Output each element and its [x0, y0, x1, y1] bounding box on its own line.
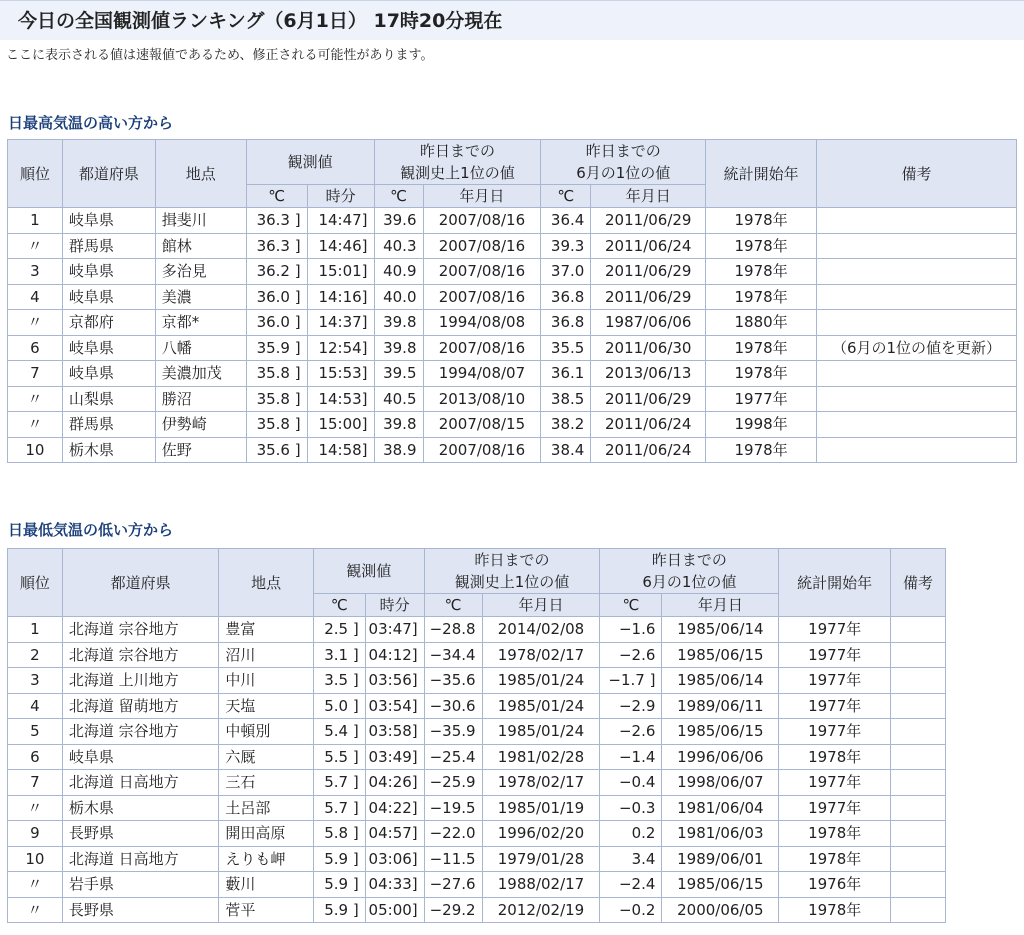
header-all-time-record: 昨日までの 観測史上1位の値: [374, 140, 541, 185]
cell-record-value: 40.5: [374, 386, 423, 412]
cell-rank: 5: [8, 719, 63, 745]
cell-rank: 〃: [8, 897, 63, 923]
cell-june-date: 1989/06/11: [662, 693, 779, 719]
cell-rank: 1: [8, 617, 63, 643]
cell-start-year: 1976年: [779, 872, 891, 898]
cell-observed-time: 04:26]: [365, 770, 424, 796]
cell-june-value: 36.4: [541, 208, 591, 234]
cell-start-year: 1978年: [706, 233, 817, 259]
cell-prefecture: 群馬県: [62, 412, 155, 438]
header-start-year: 統計開始年: [779, 549, 891, 617]
cell-remark: [817, 284, 1017, 310]
cell-remark: [817, 437, 1017, 463]
cell-june-date: 2011/06/24: [591, 437, 706, 463]
cell-record-date: 1978/02/17: [482, 642, 600, 668]
table-row: [8, 770, 946, 796]
cell-start-year: 1998年: [706, 412, 817, 438]
cell-remark: [891, 617, 946, 643]
high-temp-table: [7, 139, 1017, 463]
table-row: [8, 795, 946, 821]
cell-june-value: 38.4: [541, 437, 591, 463]
cell-observed-value: 36.3 ]: [246, 208, 307, 234]
cell-prefecture: 岐阜県: [62, 335, 155, 361]
cell-record-value: −11.5: [424, 846, 482, 872]
cell-june-value: −0.2: [600, 897, 662, 923]
header-observed: 観測値: [313, 549, 424, 594]
cell-record-value: −30.6: [424, 693, 482, 719]
cell-observed-time: 03:47]: [365, 617, 424, 643]
cell-observed-time: 12:54]: [307, 335, 374, 361]
table-row: [8, 437, 1017, 463]
cell-rank: 〃: [8, 872, 63, 898]
table-row: [8, 744, 946, 770]
cell-start-year: 1977年: [779, 642, 891, 668]
cell-observed-time: 14:58]: [307, 437, 374, 463]
header-rank: 順位: [8, 140, 63, 208]
cell-remark: （6月の1位の値を更新）: [817, 335, 1017, 361]
header-start-year: 統計開始年: [706, 140, 817, 208]
cell-june-date: 2000/06/05: [662, 897, 779, 923]
cell-observed-value: 35.6 ]: [246, 437, 307, 463]
table-row: [8, 897, 946, 923]
cell-remark: [817, 310, 1017, 336]
header-rank: 順位: [8, 549, 63, 617]
header-prefecture: 都道府県: [62, 549, 219, 617]
cell-rank: 4: [8, 693, 63, 719]
table-row: [8, 821, 946, 847]
high-temp-section-title: 日最高気温の高い方から: [8, 114, 174, 132]
cell-june-date: 1985/06/15: [662, 642, 779, 668]
cell-point: 揖斐川: [155, 208, 246, 234]
cell-prefecture: 北海道 上川地方: [62, 668, 219, 694]
cell-june-value: 39.3: [541, 233, 591, 259]
cell-record-date: 1994/08/08: [423, 310, 541, 336]
cell-june-value: −2.4: [600, 872, 662, 898]
cell-record-date: 2007/08/16: [423, 284, 541, 310]
cell-june-date: 1987/06/06: [591, 310, 706, 336]
cell-record-date: 1981/02/28: [482, 744, 600, 770]
cell-record-value: 40.0: [374, 284, 423, 310]
cell-remark: [891, 795, 946, 821]
cell-start-year: 1978年: [779, 897, 891, 923]
cell-record-value: −27.6: [424, 872, 482, 898]
cell-prefecture: 岐阜県: [62, 284, 155, 310]
cell-observed-time: 14:46]: [307, 233, 374, 259]
cell-prefecture: 岐阜県: [62, 208, 155, 234]
cell-june-value: −1.4: [600, 744, 662, 770]
cell-point: 中頓別: [219, 719, 314, 745]
cell-remark: [891, 642, 946, 668]
cell-start-year: 1977年: [779, 693, 891, 719]
cell-observed-value: 3.1 ]: [313, 642, 365, 668]
cell-start-year: 1977年: [779, 668, 891, 694]
header-sub-date: 年月日: [591, 185, 706, 208]
cell-june-date: 1998/06/07: [662, 770, 779, 796]
cell-june-value: 36.8: [541, 284, 591, 310]
cell-prefecture: 長野県: [62, 897, 219, 923]
cell-june-date: 2011/06/29: [591, 386, 706, 412]
cell-start-year: 1978年: [706, 208, 817, 234]
low-temp-section-title: 日最低気温の低い方から: [8, 521, 174, 539]
cell-record-date: 2012/02/19: [482, 897, 600, 923]
cell-observed-value: 5.4 ]: [313, 719, 365, 745]
cell-remark: [891, 872, 946, 898]
cell-june-value: −0.3: [600, 795, 662, 821]
cell-observed-value: 3.5 ]: [313, 668, 365, 694]
cell-prefecture: 岐阜県: [62, 744, 219, 770]
cell-remark: [891, 744, 946, 770]
cell-june-date: 2013/06/13: [591, 361, 706, 387]
cell-june-date: 2011/06/29: [591, 259, 706, 285]
cell-june-date: 2011/06/30: [591, 335, 706, 361]
cell-observed-value: 5.8 ]: [313, 821, 365, 847]
table-row: [8, 259, 1017, 285]
cell-prefecture: 北海道 宗谷地方: [62, 642, 219, 668]
cell-point: 開田高原: [219, 821, 314, 847]
cell-observed-time: 14:53]: [307, 386, 374, 412]
cell-observed-time: 14:16]: [307, 284, 374, 310]
cell-point: 土呂部: [219, 795, 314, 821]
cell-june-date: 1985/06/14: [662, 617, 779, 643]
header-sub-celsius: ℃: [246, 185, 307, 208]
table-row: [8, 642, 946, 668]
header-all-time-record: 昨日までの 観測史上1位の値: [424, 549, 600, 594]
cell-observed-value: 35.9 ]: [246, 335, 307, 361]
cell-june-value: 37.0: [541, 259, 591, 285]
cell-prefecture: 岩手県: [62, 872, 219, 898]
header-remarks: 備考: [891, 549, 946, 617]
header-sub-time: 時分: [307, 185, 374, 208]
cell-remark: [891, 897, 946, 923]
cell-june-value: 36.8: [541, 310, 591, 336]
cell-prefecture: 山梨県: [62, 386, 155, 412]
header-point: 地点: [155, 140, 246, 208]
cell-remark: [891, 719, 946, 745]
cell-record-value: 39.6: [374, 208, 423, 234]
cell-rank: 9: [8, 821, 63, 847]
header-sub-time: 時分: [365, 594, 424, 617]
cell-record-date: 1996/02/20: [482, 821, 600, 847]
cell-observed-value: 36.2 ]: [246, 259, 307, 285]
cell-point: 豊富: [219, 617, 314, 643]
cell-remark: [891, 821, 946, 847]
cell-observed-value: 36.3 ]: [246, 233, 307, 259]
cell-start-year: 1978年: [706, 284, 817, 310]
cell-point: 美濃: [155, 284, 246, 310]
header-point: 地点: [219, 549, 314, 617]
cell-remark: [817, 412, 1017, 438]
cell-observed-time: 04:12]: [365, 642, 424, 668]
cell-record-date: 1979/01/28: [482, 846, 600, 872]
header-remarks: 備考: [817, 140, 1017, 208]
cell-june-value: 36.1: [541, 361, 591, 387]
cell-observed-value: 35.8 ]: [246, 361, 307, 387]
cell-record-value: 40.9: [374, 259, 423, 285]
cell-rank: 3: [8, 668, 63, 694]
cell-observed-value: 5.9 ]: [313, 872, 365, 898]
cell-record-date: 1985/01/24: [482, 693, 600, 719]
cell-record-date: 2007/08/15: [423, 412, 541, 438]
header-sub-celsius: ℃: [374, 185, 423, 208]
cell-june-date: 1985/06/14: [662, 668, 779, 694]
table-row: [8, 284, 1017, 310]
cell-observed-time: 15:00]: [307, 412, 374, 438]
cell-prefecture: 岐阜県: [62, 361, 155, 387]
table-row: [8, 617, 946, 643]
cell-prefecture: 北海道 留萌地方: [62, 693, 219, 719]
cell-record-date: 2007/08/16: [423, 335, 541, 361]
header-observed: 観測値: [246, 140, 374, 185]
cell-prefecture: 栃木県: [62, 437, 155, 463]
cell-rank: 〃: [8, 412, 63, 438]
cell-observed-time: 03:58]: [365, 719, 424, 745]
table-row: [8, 846, 946, 872]
cell-point: 八幡: [155, 335, 246, 361]
cell-remark: [817, 208, 1017, 234]
cell-rank: 6: [8, 744, 63, 770]
cell-start-year: 1978年: [779, 744, 891, 770]
cell-record-date: 1978/02/17: [482, 770, 600, 796]
cell-remark: [817, 259, 1017, 285]
cell-rank: 4: [8, 284, 63, 310]
cell-observed-time: 04:33]: [365, 872, 424, 898]
cell-observed-value: 5.9 ]: [313, 897, 365, 923]
cell-june-date: 1996/06/06: [662, 744, 779, 770]
cell-observed-value: 5.7 ]: [313, 795, 365, 821]
cell-record-value: −35.6: [424, 668, 482, 694]
page-title: 今日の全国観測値ランキング（6月1日） 17時20分現在: [0, 0, 1024, 40]
cell-rank: 10: [8, 846, 63, 872]
cell-point: 多治見: [155, 259, 246, 285]
cell-observed-time: 15:53]: [307, 361, 374, 387]
cell-prefecture: 長野県: [62, 821, 219, 847]
cell-observed-value: 2.5 ]: [313, 617, 365, 643]
cell-june-date: 2011/06/29: [591, 284, 706, 310]
cell-june-date: 1985/06/15: [662, 872, 779, 898]
table-row: [8, 872, 946, 898]
table-row: [8, 361, 1017, 387]
cell-start-year: 1977年: [706, 386, 817, 412]
cell-june-date: 1981/06/03: [662, 821, 779, 847]
cell-start-year: 1978年: [706, 361, 817, 387]
cell-record-date: 1994/08/07: [423, 361, 541, 387]
cell-june-date: 1989/06/01: [662, 846, 779, 872]
cell-record-date: 1988/02/17: [482, 872, 600, 898]
header-sub-date: 年月日: [662, 594, 779, 617]
cell-observed-time: 15:01]: [307, 259, 374, 285]
cell-june-date: 1985/06/15: [662, 719, 779, 745]
cell-observed-time: 03:56]: [365, 668, 424, 694]
cell-record-date: 2007/08/16: [423, 233, 541, 259]
header-sub-celsius: ℃: [313, 594, 365, 617]
cell-june-value: 0.2: [600, 821, 662, 847]
cell-point: 六厩: [219, 744, 314, 770]
header-sub-celsius: ℃: [424, 594, 482, 617]
header-june-record: 昨日までの 6月の1位の値: [600, 549, 779, 594]
cell-point: 三石: [219, 770, 314, 796]
cell-observed-time: 03:06]: [365, 846, 424, 872]
cell-june-value: 3.4: [600, 846, 662, 872]
table-row: [8, 386, 1017, 412]
cell-observed-time: 03:49]: [365, 744, 424, 770]
cell-start-year: 1977年: [779, 617, 891, 643]
cell-record-date: 1985/01/19: [482, 795, 600, 821]
cell-record-value: 38.9: [374, 437, 423, 463]
table-row: [8, 208, 1017, 234]
cell-june-date: 2011/06/24: [591, 412, 706, 438]
cell-rank: 6: [8, 335, 63, 361]
cell-start-year: 1978年: [706, 335, 817, 361]
header-sub-celsius: ℃: [541, 185, 591, 208]
cell-remark: [891, 668, 946, 694]
cell-rank: 10: [8, 437, 63, 463]
cell-record-date: 1985/01/24: [482, 719, 600, 745]
cell-start-year: 1978年: [779, 846, 891, 872]
cell-rank: 〃: [8, 233, 63, 259]
cell-june-date: 1981/06/04: [662, 795, 779, 821]
cell-rank: 〃: [8, 310, 63, 336]
cell-record-value: −29.2: [424, 897, 482, 923]
cell-observed-time: 04:57]: [365, 821, 424, 847]
cell-point: 館林: [155, 233, 246, 259]
cell-observed-time: 05:00]: [365, 897, 424, 923]
cell-point: 菅平: [219, 897, 314, 923]
cell-start-year: 1880年: [706, 310, 817, 336]
cell-june-value: 38.2: [541, 412, 591, 438]
cell-june-value: 38.5: [541, 386, 591, 412]
cell-record-value: −22.0: [424, 821, 482, 847]
cell-point: えりも岬: [219, 846, 314, 872]
cell-record-value: −25.4: [424, 744, 482, 770]
low-temp-table: [7, 548, 946, 923]
cell-point: 美濃加茂: [155, 361, 246, 387]
cell-observed-value: 36.0 ]: [246, 310, 307, 336]
table-row: [8, 668, 946, 694]
cell-record-date: 2007/08/16: [423, 259, 541, 285]
cell-june-value: −2.9: [600, 693, 662, 719]
cell-rank: 7: [8, 770, 63, 796]
cell-observed-value: 35.8 ]: [246, 386, 307, 412]
table-row: [8, 412, 1017, 438]
cell-record-value: 39.5: [374, 361, 423, 387]
cell-june-value: −2.6: [600, 642, 662, 668]
cell-observed-value: 36.0 ]: [246, 284, 307, 310]
header-sub-date: 年月日: [423, 185, 541, 208]
cell-record-value: 39.8: [374, 335, 423, 361]
cell-prefecture: 北海道 宗谷地方: [62, 719, 219, 745]
disclaimer-note: ここに表示される値は速報値であるため、修正される可能性があります。: [6, 48, 434, 63]
cell-record-date: 1985/01/24: [482, 668, 600, 694]
table-row: [8, 693, 946, 719]
cell-prefecture: 北海道 日高地方: [62, 846, 219, 872]
cell-prefecture: 北海道 宗谷地方: [62, 617, 219, 643]
cell-prefecture: 北海道 日高地方: [62, 770, 219, 796]
table-row: [8, 719, 946, 745]
cell-point: 京都*: [155, 310, 246, 336]
cell-record-date: 2007/08/16: [423, 208, 541, 234]
cell-june-value: 35.5: [541, 335, 591, 361]
cell-observed-time: 14:47]: [307, 208, 374, 234]
cell-rank: 〃: [8, 386, 63, 412]
cell-record-value: −19.5: [424, 795, 482, 821]
cell-remark: [891, 770, 946, 796]
cell-point: 中川: [219, 668, 314, 694]
cell-point: 沼川: [219, 642, 314, 668]
cell-observed-value: 5.9 ]: [313, 846, 365, 872]
cell-rank: 2: [8, 642, 63, 668]
table-row: [8, 310, 1017, 336]
cell-record-value: 39.8: [374, 310, 423, 336]
cell-point: 佐野: [155, 437, 246, 463]
cell-record-value: −28.8: [424, 617, 482, 643]
cell-observed-value: 5.7 ]: [313, 770, 365, 796]
cell-rank: 1: [8, 208, 63, 234]
cell-observed-value: 5.5 ]: [313, 744, 365, 770]
cell-prefecture: 栃木県: [62, 795, 219, 821]
cell-record-date: 2013/08/10: [423, 386, 541, 412]
header-june-record: 昨日までの 6月の1位の値: [541, 140, 706, 185]
cell-june-value: −1.7 ]: [600, 668, 662, 694]
cell-observed-time: 03:54]: [365, 693, 424, 719]
cell-prefecture: 群馬県: [62, 233, 155, 259]
cell-start-year: 1978年: [706, 259, 817, 285]
cell-point: 伊勢崎: [155, 412, 246, 438]
cell-start-year: 1978年: [706, 437, 817, 463]
cell-june-value: −1.6: [600, 617, 662, 643]
cell-remark: [817, 361, 1017, 387]
cell-prefecture: 岐阜県: [62, 259, 155, 285]
cell-record-date: 2014/02/08: [482, 617, 600, 643]
cell-start-year: 1977年: [779, 719, 891, 745]
cell-record-value: −35.9: [424, 719, 482, 745]
cell-observed-value: 35.8 ]: [246, 412, 307, 438]
cell-record-date: 2007/08/16: [423, 437, 541, 463]
cell-point: 天塩: [219, 693, 314, 719]
cell-observed-time: 04:22]: [365, 795, 424, 821]
table-row: [8, 335, 1017, 361]
header-sub-celsius: ℃: [600, 594, 662, 617]
cell-start-year: 1977年: [779, 770, 891, 796]
header-prefecture: 都道府県: [62, 140, 155, 208]
cell-june-date: 2011/06/24: [591, 233, 706, 259]
cell-rank: 7: [8, 361, 63, 387]
cell-remark: [817, 233, 1017, 259]
cell-record-value: −25.9: [424, 770, 482, 796]
table-row: [8, 233, 1017, 259]
cell-record-value: −34.4: [424, 642, 482, 668]
cell-remark: [817, 386, 1017, 412]
header-sub-date: 年月日: [482, 594, 600, 617]
cell-start-year: 1978年: [779, 821, 891, 847]
cell-observed-value: 5.0 ]: [313, 693, 365, 719]
cell-june-date: 2011/06/29: [591, 208, 706, 234]
cell-rank: 3: [8, 259, 63, 285]
cell-remark: [891, 693, 946, 719]
cell-remark: [891, 846, 946, 872]
cell-start-year: 1977年: [779, 795, 891, 821]
cell-point: 藪川: [219, 872, 314, 898]
cell-record-value: 40.3: [374, 233, 423, 259]
cell-rank: 〃: [8, 795, 63, 821]
cell-june-value: −2.6: [600, 719, 662, 745]
cell-point: 勝沼: [155, 386, 246, 412]
cell-prefecture: 京都府: [62, 310, 155, 336]
cell-june-value: −0.4: [600, 770, 662, 796]
cell-observed-time: 14:37]: [307, 310, 374, 336]
cell-record-value: 39.8: [374, 412, 423, 438]
